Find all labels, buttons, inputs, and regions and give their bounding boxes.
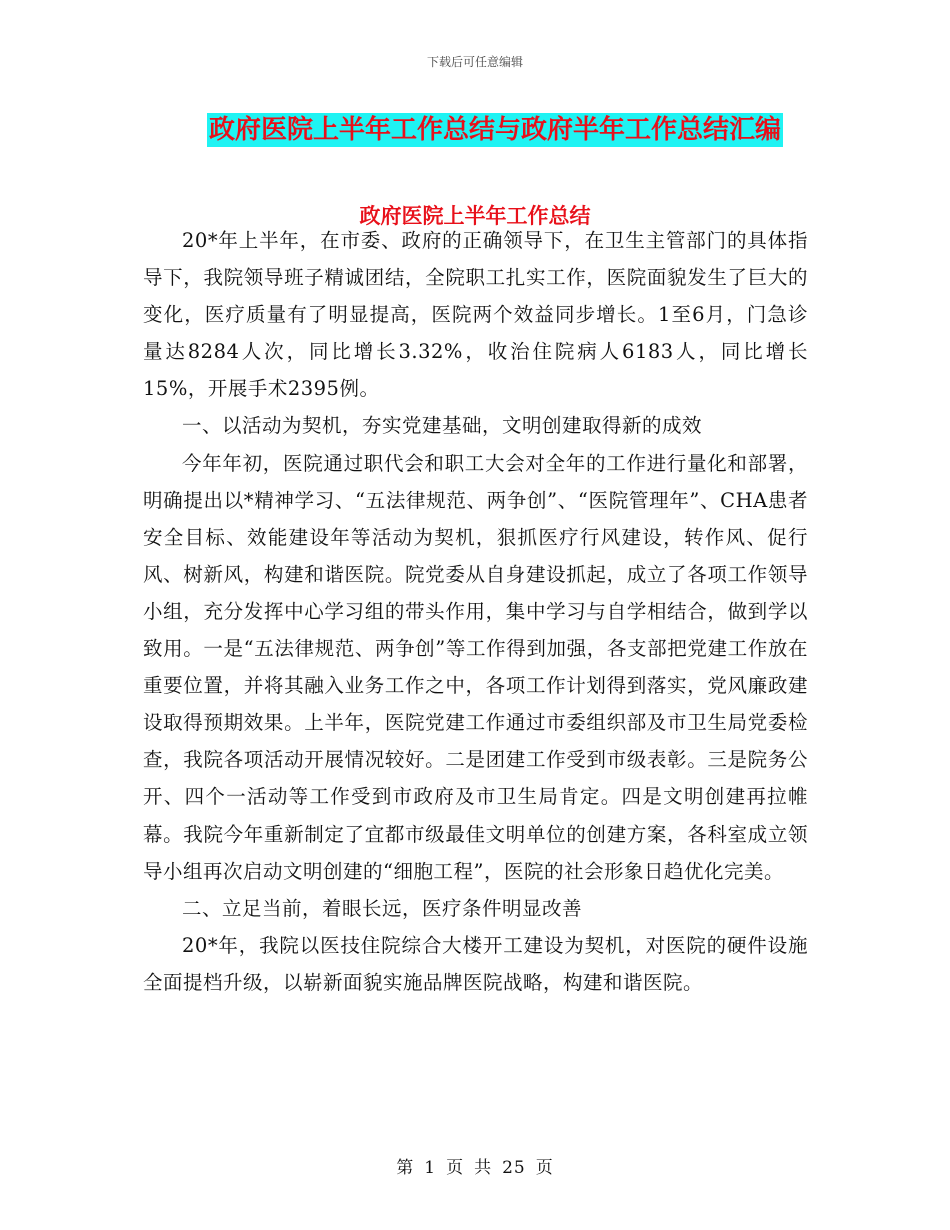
footer-total-pages: 25 (502, 1158, 526, 1178)
footer-total-prefix: 共 (474, 1158, 493, 1178)
section-heading-2: 二、立足当前，着眼长远，医疗条件明显改善 (182, 896, 583, 920)
main-title: 政府医院上半年工作总结与政府半年工作总结汇编 (208, 115, 781, 145)
footer-prefix: 第 (396, 1158, 415, 1178)
paragraph-section-2: 20*年，我院以医技住院综合大楼开工建设为契机，对医院的硬件设施全面提档升级，以崭新面貌实施品牌医院战略，构建和谐医院。 (143, 933, 808, 994)
header-note: 下载后可任意编辑 (426, 55, 523, 69)
document-body (143, 222, 808, 1001)
sub-title: 政府医院上半年工作总结 (359, 203, 591, 228)
footer-page-unit: 页 (446, 1158, 465, 1178)
page-footer (0, 1153, 950, 1178)
footer-total-unit: 页 (535, 1158, 554, 1178)
main-title-container (0, 113, 950, 147)
footer-page-number: 1 (424, 1158, 437, 1178)
paragraph-section-1: 今年年初，医院通过职代会和职工大会对全年的工作进行量化和部署，明确提出以*精神学习、“五法律规范、两争创”、“医院管理年”、CHA患者安全目标、效能建设年等活动为契机，狠抓医疗行风建设，转作风、促行风、树新风，构建和谐医院。院党委从自身建设抓起，成立了各项工作领导小组，充分发挥中心学习组的带头作用，集中学习与自学相结合，做到学以致用。一是“五法律规范、两争创”等工作得到加强，各支部把党建工作放在重要位置，并将其融入业务工作之中，各项工作计划得到落实，党风廉政建设取得预期效果。上半年，医院党建工作通过市委组织部及市卫生局党委检查，我院各项活动开展情况较好。二是团建工作受到市级表彰。三是院务公开、四个一活动等工作受到市政府及市卫生局肯定。四是文明创建再拉帷幕。我院今年重新制定了宜都市级最佳文明单位的创建方案，各科室成立领导小组再次启动文明创建的“细胞工程”，医院的社会形象日趋优化完美。 (143, 451, 808, 883)
paragraph-intro: 20*年上半年，在市委、政府的正确领导下，在卫生主管部门的具体指导下，我院领导班子精诚团结，全院职工扎实工作，医院面貌发生了巨大的变化，医疗质量有了明显提高，医院两个效益同步增长。1至6月，门急诊量达8284人次，同比增长3.32%，收治住院病人6183人，同比增长15%，开展手术2395例。 (143, 229, 808, 401)
section-heading-1: 一、以活动为契机，夯实党建基础，文明创建取得新的成效 (182, 414, 703, 438)
